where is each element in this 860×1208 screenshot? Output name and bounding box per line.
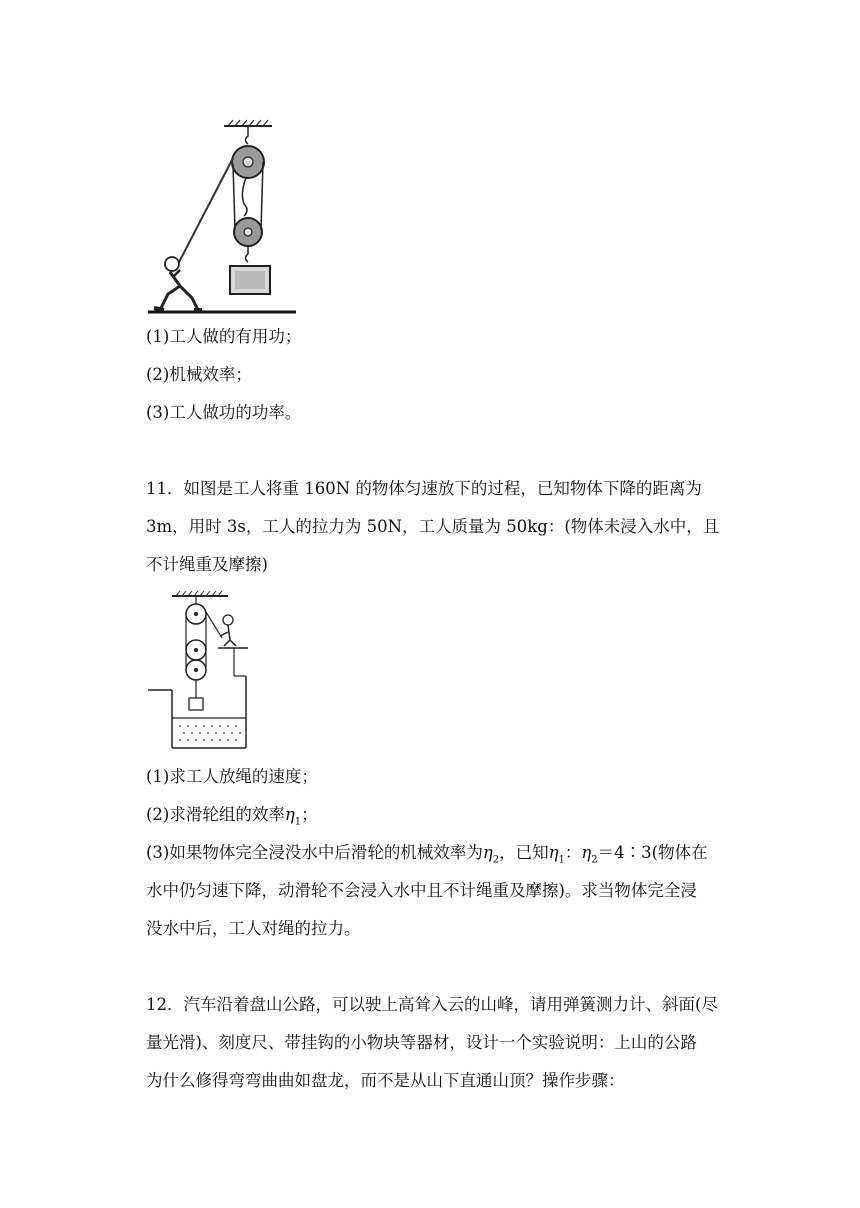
q11-sub3-line2: 水中仍匀速下降，动滑轮不会浸入水中且不计绳重及摩擦)。求当物体完全浸 [146, 881, 697, 900]
q11-line3: 不计绳重及摩擦) [146, 555, 268, 574]
q10-sub1: (1)工人做的有用功； [146, 327, 302, 346]
q10-sub2: (2)机械效率； [146, 365, 252, 384]
q11-sub2: (2)求滑轮组的效率$\eta_1$； [146, 805, 318, 828]
q11-sub3-line1: (3)如果物体完全浸没水中后滑轮的机械效率为$\eta_2$，已知$\eta_1$：$\eta_2=4∶3$(物体在 [146, 843, 708, 866]
q12-line1: 12．汽车沿着盘山公路，可以驶上高耸入云的山峰，请用弹簧测力计、斜面(尽 [146, 995, 718, 1014]
q10-sub3: (3)工人做功的功率。 [146, 403, 302, 422]
q11-sub3-line3: 没水中后，工人对绳的拉力。 [146, 919, 361, 938]
pulley-figure-worker-pulling [140, 118, 300, 318]
q11-line1: 11．如图是工人将重 160N 的物体匀速放下的过程，已知物体下降的距离为 [146, 479, 702, 498]
q12-line3: 为什么修得弯弯曲曲如盘龙，而不是从山下直通山顶？操作步骤： [146, 1071, 625, 1090]
q11-line2: 3m，用时 3s，工人的拉力为 50N，工人质量为 50kg：(物体未浸入水中，且 [146, 517, 720, 536]
q12-line2: 量光滑)、刻度尺、带挂钩的小物块等器材，设计一个实验说明：上山的公路 [146, 1033, 697, 1052]
pulley-figure-water-tank [144, 590, 254, 752]
q11-sub1: (1)求工人放绳的速度； [146, 767, 318, 786]
